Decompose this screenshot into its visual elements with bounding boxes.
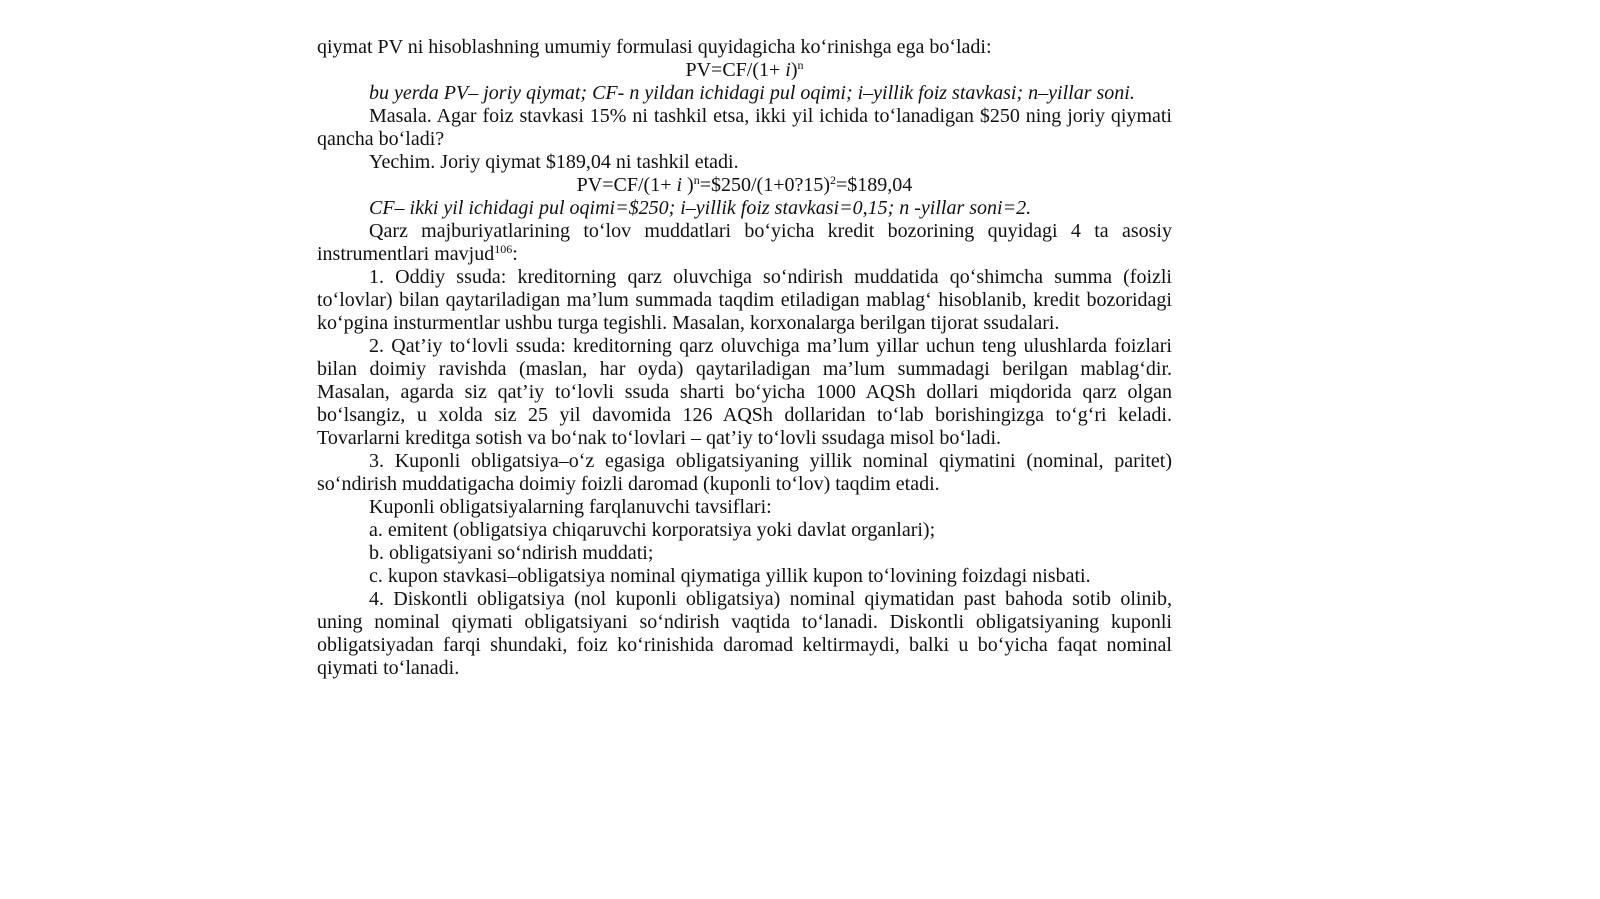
paragraph-intro: qiymat PV ni hisoblashning umumiy formulasi quyidagicha ko‘rinishga ega bo‘ladi: [317,36,992,58]
formula2-exponent-n: n [693,173,700,187]
formula2-var-i: i [676,174,683,196]
formula2-part1: PV=CF/(1+ [576,174,677,196]
formula2-part2: ) [682,174,694,196]
paragraph-yechim: Yechim. Joriy qiymat $189,04 ni tashkil etadi. [369,151,739,173]
formula-pv-example [317,174,1172,197]
list-item-c: c. kupon stavkasi–obligatsiya nominal qiymatiga yillik kupon to‘lovining foizdagi nisbati. [369,565,1091,587]
formula-lhs: PV=CF/(1+ [685,59,786,81]
formula-var-i: i [785,59,791,81]
qarz-colon: : [512,243,518,265]
paragraph-kuponli: Kuponli obligatsiyalarning farqlanuvchi tavsiflari: [369,496,772,518]
footnote-ref: 106 [494,242,513,256]
formula2-exponent-2: 2 [830,173,837,187]
formula-exponent: n [797,58,804,72]
paragraph-item-4: 4. Diskontli obligatsiya (nol kuponli obligatsiya) nominal qiymatidan past bahoda sotib olinib, uning nominal qiymati obligatsiyani so‘ndirish vaqtida to‘lanadi. Diskontli obligatsiyaning kuponli obligatsiyadan farqi shundaki, foiz ko‘rinishida daromad keltirmaydi, balki u bo‘yicha faqat nominal qiymati to‘lanadi. [317,588,1172,679]
paragraph-qarz [317,220,1172,266]
qarz-text: Qarz majburiyatlarining to‘lov muddatlari bo‘yicha kredit bozorining quyidagi 4 ta asosiy instrumentlari mavjud [317,220,1172,265]
document-page [317,36,1172,680]
paragraph-item-3: 3. Kuponli obligatsiya–o‘z egasiga obligatsiyaning yillik nominal qiymatini (nominal, paritet) so‘ndirish muddatigacha doimiy foizli daromad (kuponli to‘lov) taqdim etadi. [317,450,1172,495]
formula2-part4: =$189,04 [836,174,913,196]
formula-pv-general [317,59,1172,82]
paragraph-legend-1: bu yerda PV– joriy qiymat; CF- n yildan ichidagi pul oqimi; i–yillik foiz stavkasi; n–yillar soni. [369,82,1135,104]
paragraph-item-2: 2. Qat’iy to‘lovli ssuda: kreditorning qarz oluvchiga ma’lum yillar uchun teng ulushlarda foizlari bilan doimiy ravishda (maslan, har oyda) qaytariladigan ma’lum summadagi berilgan mablag‘dir. Masalan, agarda siz qat’iy to‘lovli ssuda sharti bo‘yicha 1000 AQSh dollari miqdorida qarz olgan bo‘lsangiz, u xolda siz 25 yil davomida 126 AQSh dollaridan to‘lab borishingizga to‘g‘ri keladi. Tovarlarni kreditga sotish va bo‘nak to‘lovlari – qat’iy to‘lovli ssudaga misol bo‘ladi. [317,335,1172,449]
formula2-part3: =$250/(1+0?15) [699,174,831,196]
paragraph-item-1: 1. Oddiy ssuda: kreditorning qarz oluvchiga so‘ndirish muddatida qo‘shimcha summa (foizli to‘lovlar) bilan qaytariladigan ma’lum summada taqdim etiladigan mablag‘ hisoblanib, kredit bozoridagi ko‘pgina insturmentlar ushbu turga tegishli. Masalan, korxonalarga berilgan tijorat ssudalari. [317,266,1172,334]
paragraph-legend-2: CF– ikki yil ichidagi pul oqimi=$250; i–yillik foiz stavkasi=0,15; n -yillar soni=2. [369,197,1032,219]
formula-close: ) [790,59,798,81]
paragraph-masala: Masala. Agar foiz stavkasi 15% ni tashkil etsa, ikki yil ichida to‘lanadigan $250 ning joriy qiymati qancha bo‘ladi? [317,105,1172,150]
list-item-a: a. emitent (obligatsiya chiqaruvchi korporatsiya yoki davlat organlari); [369,519,936,541]
list-item-b: b. obligatsiyani so‘ndirish muddati; [369,542,654,564]
